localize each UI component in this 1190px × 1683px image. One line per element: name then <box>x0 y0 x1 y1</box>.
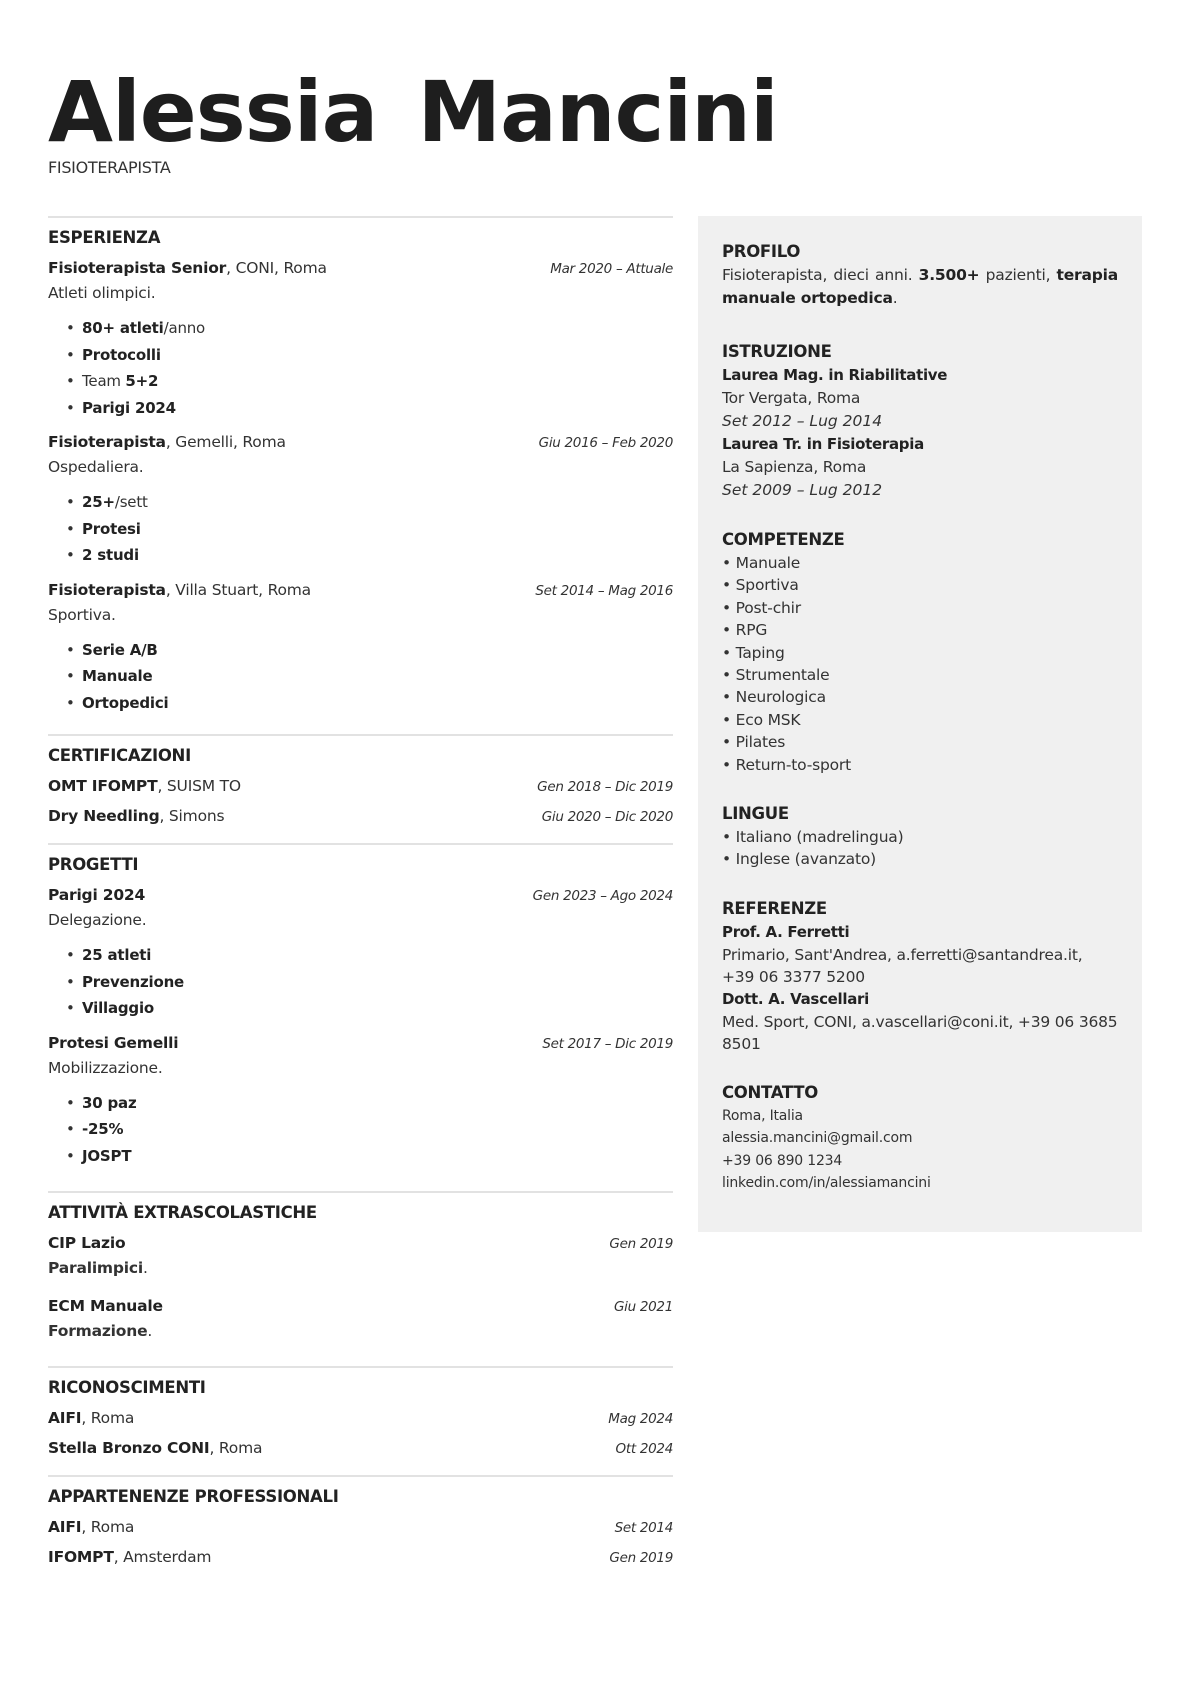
projects-section <box>48 843 673 1191</box>
candidate-name: Alessia Mancini <box>48 63 778 161</box>
certification-date: Giu 2020 – Dic 2020 <box>541 809 673 825</box>
certifications-section <box>48 734 673 843</box>
education-date: Set 2012 – Lug 2014 <box>722 412 883 430</box>
membership-entry: AIFI, Roma Set 2014 <box>48 1516 673 1540</box>
education-entry <box>722 433 1118 502</box>
reference-name: Dott. A. Vascellari <box>722 989 869 1008</box>
section-title: CERTIFICAZIONI <box>48 746 191 765</box>
bullet-item: • Manuale <box>66 663 673 690</box>
reference-details: Med. Sport, CONI, a.vascellari@coni.it, +39 06 3685 8501 <box>722 1012 1118 1053</box>
project-entry <box>48 884 673 1022</box>
bullet-item: • Serie A/B <box>66 637 673 664</box>
project-description: Mobilizzazione. <box>48 1058 163 1077</box>
skill-item: • Manuale <box>722 554 801 572</box>
languages-list <box>722 826 1118 871</box>
activity-description: Formazione <box>48 1322 148 1340</box>
job-bullets <box>66 637 673 717</box>
section-title: PROFILO <box>722 242 801 261</box>
certification-entry: Dry Needling, Simons Giu 2020 – Dic 2020 <box>48 805 673 829</box>
experience-entry <box>48 431 673 569</box>
bullet-item: • -25% <box>66 1116 673 1143</box>
job-description: Sportiva. <box>48 605 116 624</box>
bullet-item: • Ortopedici <box>66 690 673 717</box>
skill-item: • Strumentale <box>722 666 830 685</box>
job-description: Atleti olimpici. <box>48 284 156 302</box>
section-title: ESPERIENZA <box>48 228 161 247</box>
skill-item: • Return-to-sport <box>722 755 851 774</box>
project-name: Parigi 2024 <box>48 886 146 904</box>
memberships-section <box>48 1475 673 1584</box>
bullet-item: • Protesi <box>66 516 673 543</box>
extracurricular-section <box>48 1191 673 1366</box>
project-name: Protesi Gemelli <box>48 1033 179 1052</box>
contact-email[interactable]: alessia.mancini@gmail.com <box>722 1130 913 1147</box>
skill-item: • Taping <box>722 643 785 662</box>
education-entry <box>722 364 1118 433</box>
job-bullets <box>66 315 673 421</box>
bullet-item: • JOSPT <box>66 1143 673 1170</box>
profile-summary: Fisioterapista, dieci anni. 3.500+ pazienti, terapia manuale ortopedica. <box>722 266 1118 307</box>
reference-entry <box>722 988 1118 1055</box>
skills-section <box>722 528 1118 776</box>
bullet-item: • 2 studi <box>66 542 673 569</box>
job-role: Fisioterapista Senior <box>48 259 227 277</box>
project-date: Gen 2023 – Ago 2024 <box>532 888 673 904</box>
contact-section <box>722 1081 1118 1195</box>
bullet-item: • Villaggio <box>66 995 673 1022</box>
activity-date: Gen 2019 <box>609 1236 673 1252</box>
degree-name: Laurea Mag. in Riabilitative <box>722 366 948 384</box>
education-section <box>722 340 1118 502</box>
activity-date: Giu 2021 <box>613 1299 673 1315</box>
contact-phone[interactable]: +39 06 890 1234 <box>722 1152 843 1169</box>
membership-date: Gen 2019 <box>609 1550 673 1566</box>
reference-name: Prof. A. Ferretti <box>722 922 850 941</box>
bullet-item: • 25+/sett <box>66 489 673 516</box>
skill-item: • Pilates <box>722 733 786 752</box>
job-role: Fisioterapista <box>48 580 166 599</box>
section-title: LINGUE <box>722 804 789 824</box>
sidebar <box>698 216 1142 1232</box>
project-bullets <box>66 942 673 1022</box>
section-title: APPARTENENZE PROFESSIONALI <box>48 1487 339 1506</box>
section-title: RICONOSCIMENTI <box>48 1378 206 1397</box>
certification-entry: OMT IFOMPT, SUISM TO Gen 2018 – Dic 2019 <box>48 775 673 799</box>
experience-entry <box>48 257 673 421</box>
profile-section <box>722 240 1118 310</box>
resume-header <box>48 63 778 177</box>
bullet-item: • 25 atleti <box>66 942 673 969</box>
section-title: ISTRUZIONE <box>722 342 832 361</box>
education-date: Set 2009 – Lug 2012 <box>722 481 883 499</box>
skill-item: • Neurologica <box>722 688 826 707</box>
award-entry: Stella Bronzo CONI, Roma Ott 2024 <box>48 1437 673 1461</box>
job-date: Giu 2016 – Feb 2020 <box>538 435 673 451</box>
degree-name: Laurea Tr. in Fisioterapia <box>722 435 924 453</box>
membership-date: Set 2014 <box>614 1520 673 1536</box>
contact-location: Roma, Italia <box>722 1107 803 1124</box>
bullet-item: • 30 paz <box>66 1090 673 1117</box>
activity-entry: CIP Lazio Gen 2019 Paralimpici. <box>48 1234 673 1277</box>
section-title: CONTATTO <box>722 1082 818 1102</box>
certification-date: Gen 2018 – Dic 2019 <box>537 779 673 795</box>
language-item: • Inglese (avanzato) <box>722 850 876 869</box>
language-item: • Italiano (madrelingua) <box>722 828 904 847</box>
membership-entry: IFOMPT, Amsterdam Gen 2019 <box>48 1546 673 1570</box>
activity-name: CIP Lazio <box>48 1234 126 1252</box>
section-title: ATTIVITÀ EXTRASCOLASTICHE <box>48 1203 317 1222</box>
skill-item: • Sportiva <box>722 576 799 595</box>
job-description: Ospedaliera. <box>48 458 144 476</box>
award-date: Ott 2024 <box>615 1441 673 1457</box>
job-date: Set 2014 – Mag 2016 <box>535 582 673 599</box>
bullet-item: • Parigi 2024 <box>66 395 673 422</box>
activity-name: ECM Manuale <box>48 1297 163 1315</box>
skill-item: • Post-chir <box>722 598 801 617</box>
bullet-item: • Team 5+2 <box>66 368 673 395</box>
bullet-item: • 80+ atleti/anno <box>66 315 673 342</box>
languages-section <box>722 802 1118 871</box>
skill-item: • RPG <box>722 621 768 640</box>
contact-linkedin[interactable]: linkedin.com/in/alessiamancini <box>722 1175 931 1192</box>
reference-details: Primario, Sant'Andrea, a.ferretti@santandrea.it, +39 06 3377 5200 <box>722 945 1083 986</box>
section-title: REFERENZE <box>722 898 827 918</box>
experience-entry <box>48 579 673 717</box>
experience-section <box>48 216 673 734</box>
job-org: , Gemelli, Roma <box>165 433 286 451</box>
bullet-item: • Prevenzione <box>66 969 673 996</box>
award-entry: AIFI, Roma Mag 2024 <box>48 1407 673 1431</box>
project-entry <box>48 1032 673 1170</box>
references-section <box>722 897 1118 1055</box>
award-date: Mag 2024 <box>608 1411 673 1427</box>
job-role: Fisioterapista <box>48 433 166 451</box>
school-name: La Sapienza, Roma <box>722 458 867 476</box>
awards-section <box>48 1366 673 1475</box>
skills-list <box>722 552 1118 776</box>
project-date: Set 2017 – Dic 2019 <box>542 1035 673 1052</box>
skill-item: • Eco MSK <box>722 710 801 729</box>
project-bullets <box>66 1090 673 1170</box>
school-name: Tor Vergata, Roma <box>722 389 861 407</box>
job-bullets <box>66 489 673 569</box>
job-org: , Villa Stuart, Roma <box>165 580 311 599</box>
job-date: Mar 2020 – Attuale <box>550 261 673 277</box>
activity-description: Paralimpici <box>48 1259 143 1277</box>
job-org: , CONI, Roma <box>226 259 327 277</box>
section-title: PROGETTI <box>48 855 139 874</box>
section-title: COMPETENZE <box>722 530 845 549</box>
bullet-item: • Protocolli <box>66 342 673 369</box>
activity-entry: ECM Manuale Giu 2021 Formazione. <box>48 1297 673 1340</box>
main-column <box>48 216 673 1584</box>
reference-entry <box>722 921 1118 988</box>
project-description: Delegazione. <box>48 911 147 929</box>
candidate-title: FISIOTERAPISTA <box>48 158 171 177</box>
